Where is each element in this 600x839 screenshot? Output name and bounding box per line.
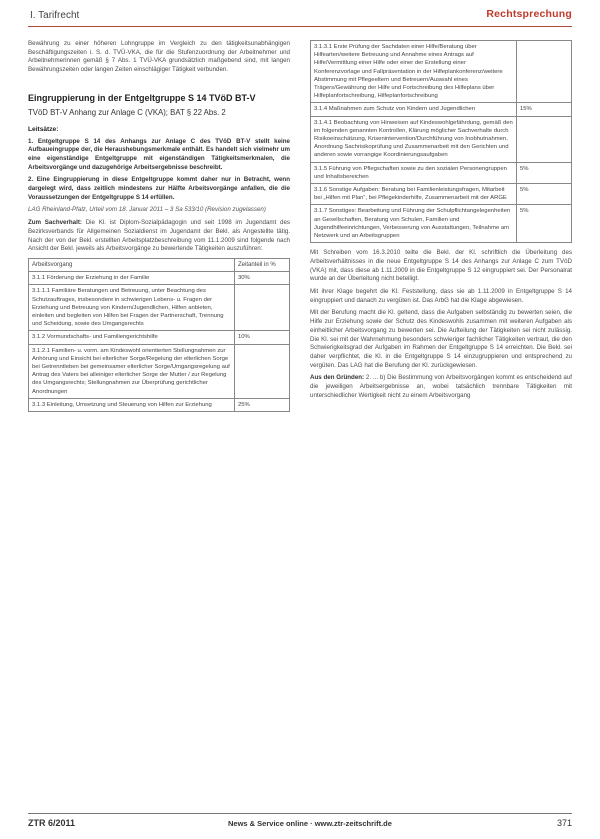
case-heading: Eingruppierung in der Entgeltgruppe S 14 TVöD BT-V	[28, 92, 256, 103]
law-reference: TVöD BT-V Anhang zur Anlage C (VKA); BAT § 22 Abs. 2	[28, 107, 226, 117]
section-label: I. Tarifrecht	[30, 10, 80, 21]
table-row	[311, 116, 572, 162]
table-row	[311, 205, 572, 243]
court-citation: LAG Rheinland-Pfalz, Urteil vom 18. Januar 2011 – 3 Sa 533/10 (Revision zugelassen)	[28, 206, 266, 214]
table-cell-task: 3.1.5 Führung von Pflegschaften sowie zu den sozialen Personengruppen und Inhaltsbereichen	[311, 162, 517, 183]
page-footer	[28, 813, 572, 833]
table-cell-pct: 15%	[517, 103, 572, 116]
table-cell-task: 3.1.3 Einleitung, Umsetzung und Steuerung von Hilfen zur Erziehung	[29, 398, 235, 411]
leitsatz-2: 2. Eine Eingruppierung in diese Entgeltgruppe kommt daher nur in Betracht, wenn dargelegt wird, dass zeitlich mindestens zur Hälfte Arbeitsvorgänge anfallen, die die Voraussetzungen der Entgeltgruppe S 14 erfüllen.	[28, 176, 290, 201]
gruende-text: 2. ... b) Die Bestimmung von Arbeitsvorgängen kommt es entscheidend auf die jeweiligen Arbeitsergebnisse an, wobei tatsächlich trennbare Tätigkeiten mit unterschiedlicher Wertigkeit nicht zu einem Arbeitsvorgang	[310, 374, 572, 399]
table-row	[311, 162, 572, 183]
table-cell-task: 3.1.1.1 Familiäre Beratungen und Betreuung, unter Beachtung des Schutzauftrages, insbesondere in schwierigen Lebens- u. Fragen der Erziehung und Betreuung von Kindern/Jugendlichen, Hilfen anbieten, einleiten und begleiten von Hilfen bei Fragen der Partnerschaft, Trennung und Scheidung, sowie des Umgangsrechts	[29, 285, 235, 331]
sachverhalt-text: Die Kl. ist Diplom-Sozialpädagogin und seit 1998 im Jugendamt des Bezirksverbands für Allgemeinen Sozialdienst im Jugendamt der Bekl. als Angestellte tätig. Nach der von der Bekl. erstellten Arbeitsplatzbeschreibung vom 11.1.2009 sind folgende nach Ansicht der Bekl. jeweils als Arbeitsvorgänge zu bewertende Tätigkeiten auszuführen:	[28, 219, 290, 253]
table-header-row	[29, 258, 290, 271]
journal-issue: ZTR 6/2011	[28, 818, 76, 828]
intro-paragraph: Bewährung zu einer höheren Lohngruppe im Vergleich zu den tätigkeitsunabhängigen Beschäftigungszeiten i. S. d. TVÜ-VKA, die für die Stufenzuordnung der Arbeitnehmer und Arbeitnehmerinnen gemäß § 7 Abs. 1 TVÜ-VKA grundsätzlich maßgebend sind, mit langen Bewährungszeiten oder langen Zeiten einschlägiger Tätigkeit verbunden.	[28, 40, 290, 74]
sachverhalt-paragraph	[28, 219, 290, 254]
table-cell-task: 3.1.7 Sonstiges: Bearbeitung und Führung der Schulpflichtangelegenheiten an Gesellschaften, Beratung von Schulen, Familien und Jugendhilfeeinrichtungen, Verbesserung von Ausstattungen, Teilnahme am Netzwerk und an Arbeitsgruppen	[311, 205, 517, 243]
table-cell-task: 3.1.1 Förderung der Erziehung in der Familie	[29, 272, 235, 285]
gruende-paragraph	[310, 374, 572, 400]
table-cell-task: 3.1.6 Sonstige Aufgaben: Beratung bei Familienleistungsfragen, Mitarbeit bei „Hilfen mit Plan“, bei Pflegekinderhilfe, Zusammenarbeit mit der ARGE	[311, 184, 517, 205]
page-number: 371	[556, 818, 572, 828]
right-paragraph-1: Mit Schreiben vom 16.3.2010 teilte die Bekl. der Kl. schriftlich die Überleitung des Arbeitsverhältnisses in die neue Entgeltgruppe S 14 des Anhangs zur Anlage C zum TVöD (VKA) mit, dass diese ab 1.11.2009 in die Entgeltgruppe S 12 eingruppiert sei. Der Personalrat wurde an der Überleitung nicht beteiligt.	[310, 249, 572, 283]
leitsatz-1: 1. Entgeltgruppe S 14 des Anhangs zur Anlage C des TVöD BT-V stellt keine Aufbaueingruppe der, die Heraushebungsmerkmale enthält. Es handelt sich vielmehr um eine eigenständige Entgeltgruppe mit eigenständigen Tätigkeitsmerkmalen, die Arbeitsvorgänge und dazugehörige Arbeitsergebnisse beschreibt.	[28, 137, 290, 171]
table-cell-pct	[235, 344, 290, 398]
table-cell-pct: 5%	[517, 184, 572, 205]
sachverhalt-label: Zum Sachverhalt:	[28, 219, 82, 227]
section-title: Rechtsprechung	[486, 8, 572, 20]
table-cell-task: 3.1.2 Vormundschafts- und Familiengerichtshilfe	[29, 331, 235, 344]
table-row	[29, 285, 290, 331]
table-cell-pct	[517, 41, 572, 103]
table-cell-pct: 5%	[517, 205, 572, 243]
page-header	[28, 6, 572, 28]
table-cell-task: 3.1.2.1 Familien- u. vorm. am Kindeswohl orientierten Stellungnahmen zur Anhörung und Einsicht bei elterlicher Sorge/Regelung der elterlichen Sorge bei Getrenntleben bei gemeinsamer elterlicher Sorge/Umgangsregelung auf Antrag des Vaters bei alleiniger elterlicher Sorge der Mutter / zur Regelung des Umgangsrechts; Stellungnahmen zur Überprüfung gerichtlicher Anordnungen	[29, 344, 235, 398]
footer-rule	[28, 813, 572, 814]
right-paragraph-2: Mit ihrer Klage begehrt die Kl. Feststellung, dass sie ab 1.11.2009 in Entgeltgruppe S 14 eingruppiert und danach zu vergüten ist. Das ArbG hat die Klage abgewiesen.	[310, 288, 572, 304]
task-table-right	[310, 40, 572, 243]
task-table-left	[28, 258, 290, 412]
table-cell-pct: 25%	[235, 398, 290, 411]
table-header-pct: Zeitanteil in %	[235, 258, 290, 271]
table-row	[29, 272, 290, 285]
table-row	[311, 184, 572, 205]
table-cell-pct	[235, 285, 290, 331]
table-row	[29, 398, 290, 411]
table-row	[29, 344, 290, 398]
right-column	[310, 40, 572, 405]
leitsaetze-label: Leitsätze:	[28, 125, 59, 133]
table-cell-pct: 10%	[235, 331, 290, 344]
table-cell-task: 3.1.4 Maßnahmen zum Schutz von Kindern und Jugendlichen	[311, 103, 517, 116]
footer-center-text: News & Service online · www.ztr-zeitschrift.de	[228, 819, 392, 828]
header-rule	[28, 26, 572, 27]
table-cell-task: 3.1.3.1 Erste Prüfung der Sachdaten einer Hilfe/Beratung über Hilfearten/weitere Betreuung und Annahme eines Antrags auf Hilfe/Vermittlung einer Hilfe oder einer der Erstellung einer Konferenzvorlage und Fallpräsentation in der Hilfeplankonferenz/weitere Abstimmung mit Pflegeeltern und Betreuern/Auswahl eines Trägers/Gewährung der Hilfe und Fortschreibung des Hilfeplans über Hilfeplanfortschreibung, Hilfeplanfortschreibung	[311, 41, 517, 103]
table-row	[29, 331, 290, 344]
table-cell-pct	[517, 116, 572, 162]
table-row	[311, 103, 572, 116]
gruende-label: Aus den Gründen:	[310, 374, 365, 382]
table-header-task: Arbeitsvorgang	[29, 258, 235, 271]
table-cell-pct: 30%	[235, 272, 290, 285]
table-cell-task: 3.1.4.1 Beobachtung von Hinweisen auf Kindeswohlgefährdung, gemäß den im folgenden genannten Kontrollen, Klärung möglicher Sachverhalte durch Risikoeinschätzung, Krisenintervention/Durchführung von Inobhutnahmen, Anordnung Sachrisikoprüfung und Zusammenarbeit mit den Gerichten und anderen sowie vorrangige Koordinierungsaufgaben	[311, 116, 517, 162]
table-row	[311, 41, 572, 103]
table-cell-pct: 5%	[517, 162, 572, 183]
right-paragraph-3: Mit der Berufung macht die Kl. geltend, dass die Aufgaben selbständig zu bewerten seien, die Hilfe zur Erziehung sowie der Schutz des Kindeswohls zusammen mit weiteren Aufgaben als einheitlicher Arbeitsvorgang zu bewerten sei. Die Aufteilung der Tätigkeiten sei nicht zulässig. Die Kl. sei mit der Wahrnehmung besonders schwieriger fachlicher Tätigkeiten vertraut, die den Schwierigkeitsgrad der Aufgaben im Rahmen der Entgeltgruppe S 14 erreichten. Die Bekl. sei daher verpflichtet, die Kl. in die Entgeltgruppe S 14 einzugruppieren und entsprechend zu vergüten. Das LAG hat die Berufung der Kl. zurückgewiesen.	[310, 309, 572, 369]
left-column	[28, 40, 290, 412]
